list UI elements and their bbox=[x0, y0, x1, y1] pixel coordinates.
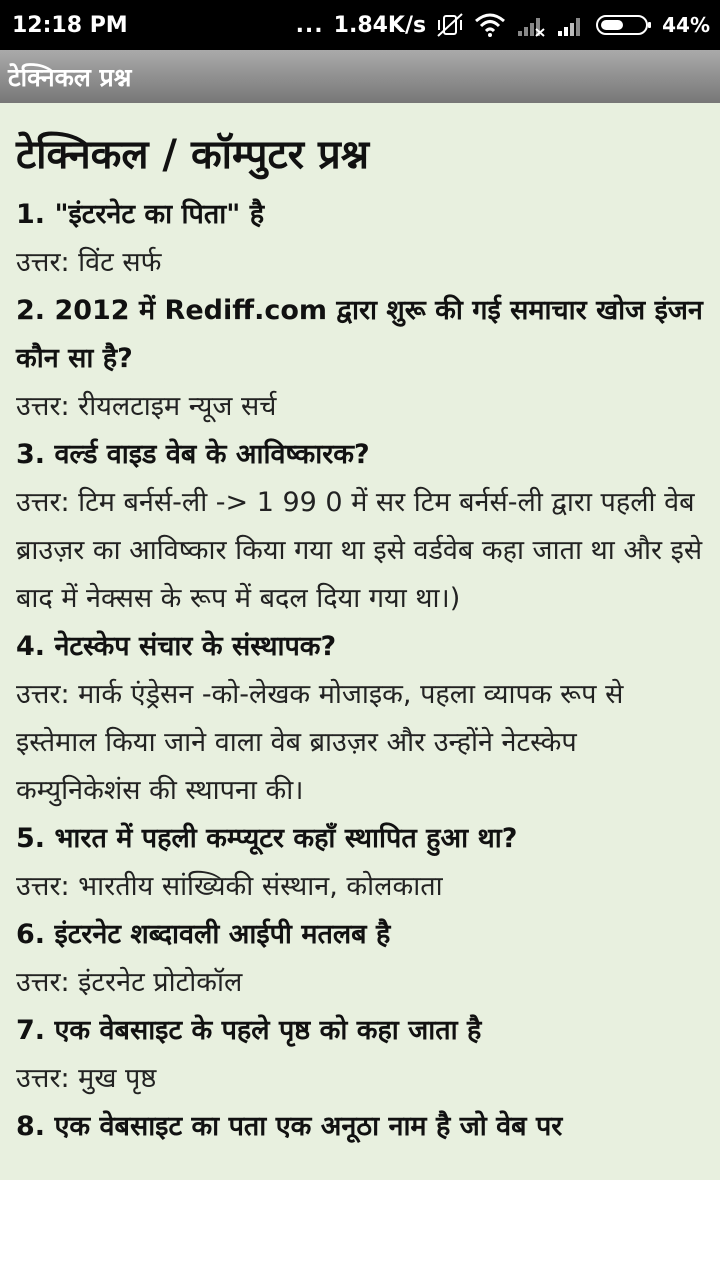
qa-item bbox=[16, 911, 704, 1007]
qa-item bbox=[16, 815, 704, 911]
question-text: 8. एक वेबसाइट का पता एक अनूठा नाम है जो वेब पर bbox=[16, 1111, 563, 1142]
status-bar bbox=[0, 0, 720, 50]
answer-text: उत्तर: टिम बर्नर्स-ली -> 1 99 0 में सर टिम बर्नर्स-ली द्वारा पहली वेब ब्राउज़र का आविष्कार किया गया था इसे वर्डवेब कहा जाता था और इसे बाद में नेक्सस के रूप में बदल दिया गया था।) bbox=[16, 487, 703, 614]
qa-item bbox=[16, 431, 704, 623]
question-text: 3. वर्ल्ड वाइड वेब के आविष्कारक? bbox=[16, 439, 370, 470]
qa-list bbox=[16, 191, 704, 1151]
qa-item bbox=[16, 287, 704, 431]
status-time: 12:18 PM bbox=[12, 12, 128, 38]
qa-item bbox=[16, 1103, 704, 1151]
bottom-blank-area bbox=[0, 1180, 720, 1280]
qa-item bbox=[16, 191, 704, 287]
question-text: 1. "इंटरनेट का पिता" है bbox=[16, 199, 265, 230]
action-bar-title: टेक्निकल प्रश्न bbox=[8, 62, 132, 92]
status-right-group bbox=[296, 12, 710, 38]
answer-text: उत्तर: विंट सर्फ bbox=[16, 247, 162, 278]
signal-icon bbox=[556, 13, 586, 37]
wifi-icon bbox=[474, 12, 506, 38]
page-title: टेक्निकल / कॉम्पुटर प्रश्न bbox=[16, 132, 369, 178]
network-speed: 1.84K/s bbox=[333, 12, 427, 38]
qa-item bbox=[16, 623, 704, 815]
question-text: 7. एक वेबसाइट के पहले पृष्ठ को कहा जाता है bbox=[16, 1015, 482, 1046]
battery-percent: 44% bbox=[662, 13, 710, 37]
answer-text: उत्तर: भारतीय सांख्यिकी संस्थान, कोलकाता bbox=[16, 871, 443, 902]
question-text: 5. भारत में पहली कम्प्यूटर कहाँ स्थापित हुआ था? bbox=[16, 823, 518, 854]
answer-text: उत्तर: रीयलटाइम न्यूज सर्च bbox=[16, 391, 277, 422]
app-action-bar bbox=[0, 50, 720, 103]
answer-text: उत्तर: मार्क एंड्रेसन -को-लेखक मोजाइक, पहला व्यापक रूप से इस्तेमाल किया जाने वाला वेब ब्राउज़र और उन्होंने नेटस्केप कम्युनिकेशंस की स्थापना की। bbox=[16, 679, 624, 806]
mute-vibrate-icon bbox=[436, 12, 464, 38]
answer-text: उत्तर: मुख पृष्ठ bbox=[16, 1063, 157, 1094]
battery-icon bbox=[596, 13, 652, 37]
qa-item bbox=[16, 1007, 704, 1103]
notification-dots: ... bbox=[295, 12, 324, 38]
signal-no-sim-icon bbox=[516, 13, 546, 37]
article-content[interactable] bbox=[0, 103, 720, 1180]
question-text: 4. नेटस्केप संचार के संस्थापक? bbox=[16, 631, 337, 662]
answer-text: उत्तर: इंटरनेट प्रोटोकॉल bbox=[16, 967, 243, 998]
question-text: 2. 2012 में Rediff.com द्वारा शुरू की गई समाचार खोज इंजन कौन सा है? bbox=[16, 295, 703, 374]
question-text: 6. इंटरनेट शब्दावली आईपी मतलब है bbox=[16, 919, 391, 950]
